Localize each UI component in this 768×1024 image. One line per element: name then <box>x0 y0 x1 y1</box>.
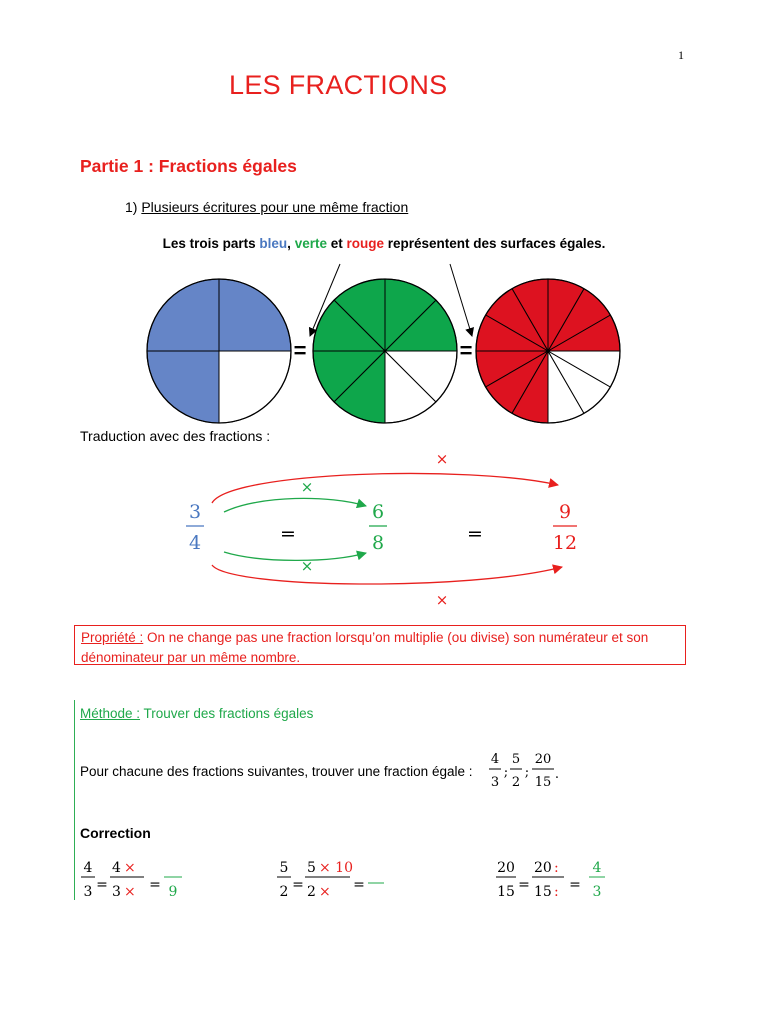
method-label: Méthode : <box>80 706 141 721</box>
corr3-a-num: 20 <box>497 860 515 876</box>
caption-end: représentent des surfaces égales. <box>384 236 606 251</box>
corr1-b-num-op: × <box>124 860 136 876</box>
translation-label: Traduction avec des fractions : <box>80 428 271 444</box>
corr3-eq-1: = <box>518 877 530 893</box>
corr2-eq-1: = <box>292 877 304 893</box>
corr3-b-den-op: : <box>554 884 559 900</box>
times-sign-red-top: × <box>435 450 449 468</box>
method-sidebar-line <box>74 700 75 900</box>
corr3-r-num: 4 <box>592 860 602 876</box>
corr1-a-num: 4 <box>83 860 93 876</box>
caption-sep: , <box>287 236 295 251</box>
corr3-b-den: 15 <box>534 884 552 900</box>
fraction-1-denominator: 4 <box>188 532 202 554</box>
pointer-arrow-red <box>450 264 472 336</box>
times-sign-green-bottom: × <box>300 557 314 575</box>
exercise-fraction-2-den: 2 <box>511 775 521 790</box>
corr3-eq-2: = <box>569 877 581 893</box>
diagram-equals-1: = <box>280 523 296 545</box>
document-title: LES FRACTIONS <box>229 70 448 100</box>
circle-1-sector-1 <box>219 279 291 351</box>
green-arrow-top <box>224 498 366 512</box>
section-heading <box>125 199 408 215</box>
equals-sign-1: = <box>293 338 307 363</box>
caption-green-word: verte <box>294 236 327 251</box>
corr1-eq-2: = <box>149 877 161 893</box>
caption-start: Les trois parts <box>162 236 260 251</box>
corr2-eq-2: = <box>353 877 365 893</box>
correction-equations <box>78 856 638 906</box>
fraction-2-numerator: 6 <box>371 501 385 523</box>
exercise-fraction-1-num: 4 <box>490 752 500 767</box>
exercise-text: Pour chacune des fractions suivantes, trouver une fraction égale : <box>80 764 473 779</box>
exercise-fraction-3-num: 20 <box>534 752 552 767</box>
exercise-end-period: . <box>554 767 560 782</box>
exercise-fraction-2-num: 5 <box>511 752 521 767</box>
fraction-circles <box>140 258 630 428</box>
circle-1-sector-3 <box>147 351 219 423</box>
method-text: Trouver des fractions égales <box>140 706 314 721</box>
page-number: 1 <box>678 48 684 62</box>
corr2-b-den-op: × <box>319 884 331 900</box>
caption-blue-word: bleu <box>259 236 288 251</box>
corr3-r-den: 3 <box>592 884 602 900</box>
times-sign-red-bottom: × <box>435 591 449 609</box>
property-text: On ne change pas une fraction lorsqu’on multiplie (ou divise) son numérateur et son dénominateur par un même nombre. <box>81 630 649 665</box>
caption-red-word: rouge <box>346 236 384 251</box>
corr1-b-den-op: × <box>124 884 136 900</box>
corr2-a-num: 5 <box>279 860 289 876</box>
fraction-2-denominator: 8 <box>371 532 385 554</box>
circle-group <box>147 279 620 423</box>
property-box <box>74 625 686 665</box>
corr3-a-den: 15 <box>497 884 515 900</box>
circle-1-sector-4 <box>219 351 291 423</box>
fraction-3-denominator: 12 <box>552 532 578 554</box>
method-heading <box>80 706 313 721</box>
fraction-3-numerator: 9 <box>558 501 572 523</box>
corr1-b-den: 3 <box>112 884 121 900</box>
corr3-b-num: 20 <box>534 860 552 876</box>
corr1-eq-1: = <box>96 877 108 893</box>
corr1-b-num: 4 <box>112 860 121 876</box>
caption-middle: et <box>326 236 347 251</box>
corr2-a-den: 2 <box>279 884 289 900</box>
green-arrow-bottom <box>224 552 366 560</box>
exercise-fractions <box>487 748 577 792</box>
times-sign-green-top: × <box>300 478 314 496</box>
correction-label: Correction <box>80 825 151 841</box>
diagram-equals-2: = <box>467 523 483 545</box>
corr1-r-den: 9 <box>168 884 178 900</box>
section-heading-text: Plusieurs écritures pour une même fraction <box>141 199 409 215</box>
exercise-separator-1: ; <box>503 765 509 780</box>
part-title: Partie 1 : Fractions égales <box>80 156 297 176</box>
exercise-separator-2: ; <box>524 765 530 780</box>
red-arrow-top <box>212 473 558 503</box>
red-arrow-bottom <box>212 565 562 584</box>
corr2-b-num-op: × 10 <box>319 860 353 876</box>
equal-fractions-diagram <box>170 445 610 615</box>
equals-sign-2: = <box>459 338 473 363</box>
property-label: Propriété : <box>81 630 144 645</box>
corr2-b-num: 5 <box>307 860 316 876</box>
corr2-b-den: 2 <box>307 884 316 900</box>
exercise-fraction-1-den: 3 <box>490 775 500 790</box>
section-number: 1) <box>125 199 138 215</box>
circle-1-sector-2 <box>147 279 219 351</box>
corr1-a-den: 3 <box>83 884 93 900</box>
fraction-1-numerator: 3 <box>188 501 202 523</box>
circles-caption <box>0 236 768 251</box>
corr3-b-num-op: : <box>554 860 559 876</box>
exercise-fraction-3-den: 15 <box>534 775 552 790</box>
